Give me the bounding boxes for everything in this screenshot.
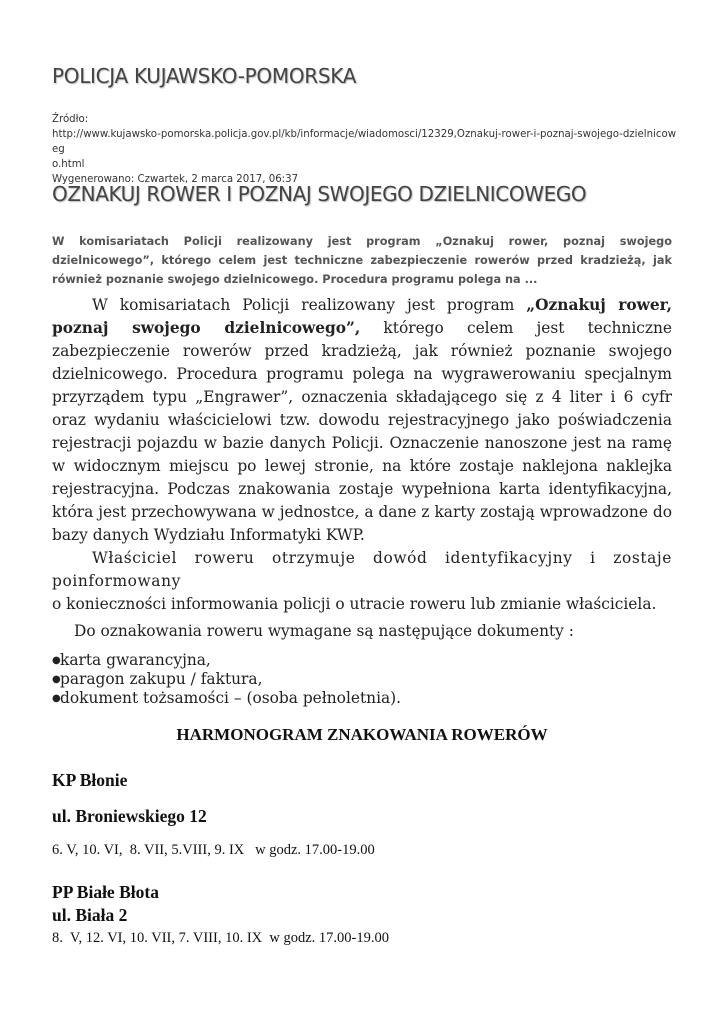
paragraph-owner-continued: o konieczności informowania policji o utracie roweru lub zmianie właściciela. [52, 595, 657, 613]
paragraph-program [52, 294, 672, 547]
article-body [52, 294, 672, 708]
source-url[interactable] [52, 127, 677, 172]
bullet-icon: ● [52, 674, 61, 685]
site-title: POLICJA KUJAWSKO-POMORSKA [52, 64, 357, 88]
source-url-line1[interactable]: http://www.kujawsko-pomorska.policja.gov.pl/kb/informacje/wiadomosci/12329,Oznakuj-rower-i-poznaj-swojego-dzielnicoweg [52, 129, 677, 155]
paragraph-program-rest: którego celem jest techniczne zabezpieczenie rowerów przed kradzieżą, jak również poznanie swojego dzielnicowego. Procedura programu polega na wygrawerowaniu specjalnym przyrządem typu „Engrawer”, oznaczenia składającego się z 4 liter i 6 cyfr oraz wydaniu właścicielowi tzw. dowodu rejestracyjnego jako poświadczenia rejestracji pojazdu w bazie danych Policji. Oznaczenie nanoszone jest na ramę w widocznym miejscu po lewej stronie, na które zostaje naklejona naklejka rejestracyjna. Podczas znakowania zostaje wypełniona karta identyfikacyjna, która jest przechowywana w jednostce, a dane z karty zostają wprowadzone do bazy danych Wydziału Informatyki KWP. [52, 319, 673, 544]
location-name: PP Białe Błota [52, 882, 159, 902]
generated-date: Wygenerowano: Czwartek, 2 marca 2017, 06:37 [52, 174, 299, 185]
list-item-text: dokument tożsamości – (osoba pełnoletnia). [60, 689, 402, 707]
paragraph-program-start: W komisariatach Policji realizowany jest program [92, 296, 527, 314]
schedule-heading: HARMONOGRAM ZNAKOWANIA ROWERÓW [176, 725, 548, 744]
location-dates: 6. V, 10. VI, 8. VII, 5.VIII, 9. IX w godz. 17.00-19.00 [52, 842, 375, 858]
paragraph-owner: Właściciel roweru otrzymuje dowód identyfikacyjny i zostaje poinformowany [52, 549, 672, 590]
location-name: KP Błonie [52, 770, 128, 790]
source-label: Źródło: [52, 114, 89, 125]
location-dates: 8. V, 12. VI, 10. VII, 7. VIII, 10. IX w godz. 17.00-19.00 [52, 930, 389, 946]
location-street: ul. Broniewskiego 12 [52, 806, 207, 826]
paragraph-documents-intro: Do oznakowania roweru wymagane są następujące dokumenty : [74, 622, 574, 640]
list-item [52, 689, 672, 708]
source-url-line2[interactable]: o.html [52, 159, 85, 170]
article-lead: W komisariatach Policji realizowany jest program „Oznakuj rower, poznaj swojego dzielnicowego”, którego celem jest techniczne zabezpieczenie rowerów przed kradzieżą, jak również poznanie swojego dzielnicowego. Procedura programu polega na ... [52, 235, 672, 286]
bullet-icon: ● [52, 655, 61, 666]
location-street: ul. Biała 2 [52, 905, 128, 925]
program-name: „Oznakuj rower, poznaj swojego dzielnicowego”, [52, 296, 673, 337]
list-item [52, 651, 672, 670]
list-item-text: paragon zakupu / faktura, [60, 670, 263, 688]
list-item-text: karta gwarancyjna, [60, 651, 211, 669]
article-title: OZNAKUJ ROWER I POZNAJ SWOJEGO DZIELNICOWEGO [52, 182, 587, 206]
source-meta [52, 112, 677, 187]
bullet-icon: ● [52, 693, 61, 704]
list-item [52, 670, 672, 689]
documents-list [52, 651, 672, 708]
